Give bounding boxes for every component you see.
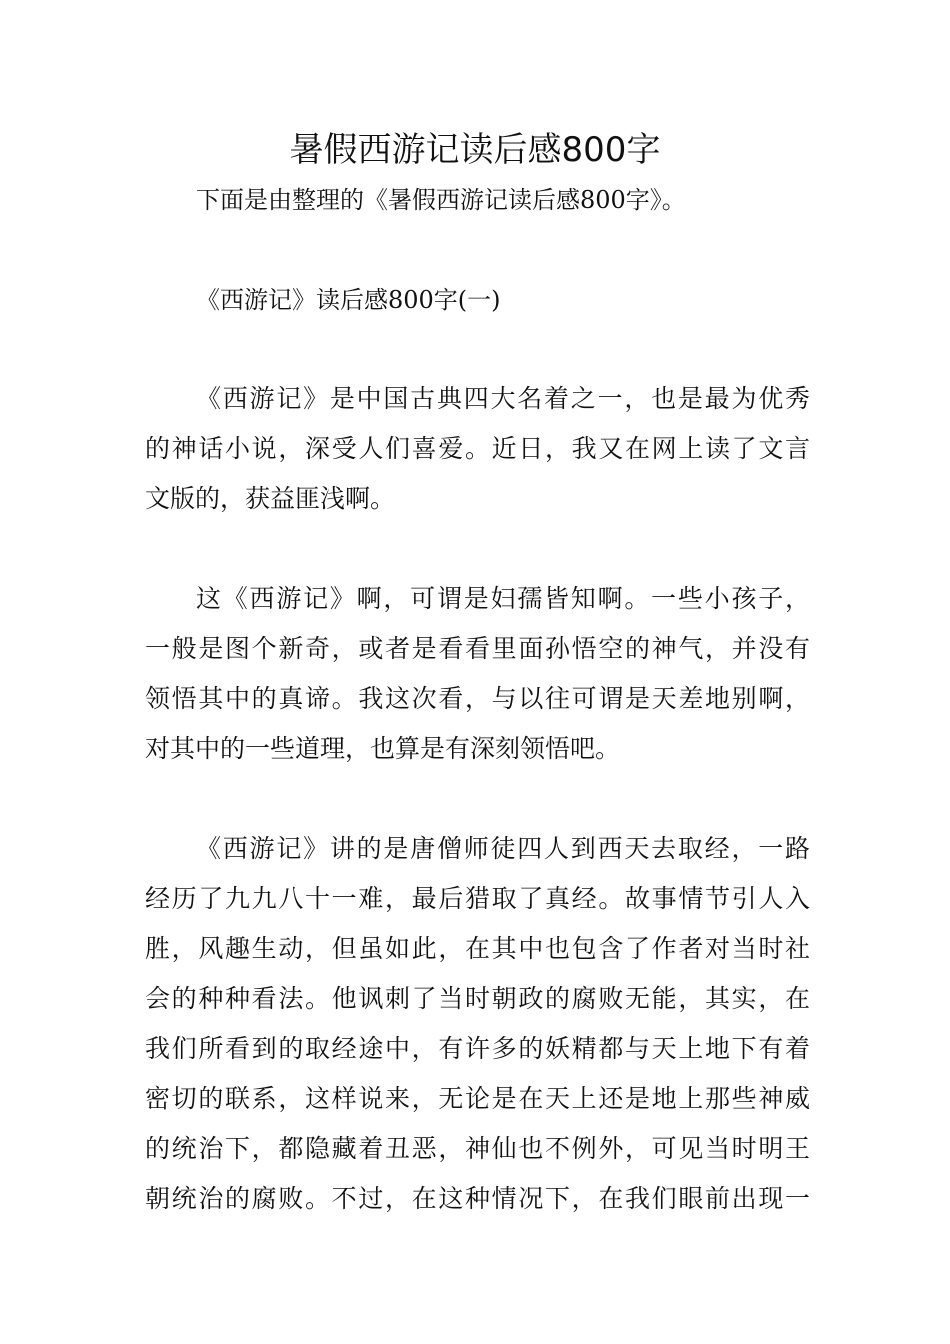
paragraph [145, 374, 810, 524]
paragraph-line: 朝统治的腐败。不过，在这种情况下，在我们眼前出现一 [145, 1184, 810, 1213]
paragraph-line: 的神话小说，深受人们喜爱。近日，我又在网上读了文言 [145, 434, 810, 463]
section-heading: 《西游记》读后感800字(一) [196, 286, 501, 314]
paragraph [145, 574, 810, 774]
intro-line: 下面是由整理的《暑假西游记读后感800字》。 [196, 186, 686, 214]
paragraph-line: 的统治下，都隐藏着丑恶，神仙也不例外，可见当时明王 [145, 1134, 810, 1163]
paragraph-line: 《西游记》讲的是唐僧师徒四人到西天去取经，一路 [196, 834, 810, 863]
paragraph-line: 密切的联系，这样说来，无论是在天上还是地上那些神威 [145, 1084, 810, 1113]
paragraph-line: 我们所看到的取经途中，有许多的妖精都与天上地下有着 [145, 1034, 810, 1063]
paragraph-line: 《西游记》是中国古典四大名着之一，也是最为优秀 [196, 384, 810, 413]
paragraph-line: 领悟其中的真谛。我这次看，与以往可谓是天差地别啊， [145, 684, 810, 713]
paragraph [145, 824, 810, 1224]
paragraph-line: 文版的，获益匪浅啊。 [145, 484, 396, 513]
paragraph-line: 经历了九九八十一难，最后猎取了真经。故事情节引人入 [145, 884, 810, 913]
paragraph-line: 这《西游记》啊，可谓是妇孺皆知啊。一些小孩子， [196, 584, 810, 613]
paragraph-line: 对其中的一些道理，也算是有深刻领悟吧。 [145, 734, 621, 763]
paragraph-line: 一般是图个新奇，或者是看看里面孙悟空的神气，并没有 [145, 634, 810, 663]
paragraph-line: 会的种种看法。他讽刺了当时朝政的腐败无能，其实，在 [145, 984, 810, 1013]
paragraph-line: 胜，风趣生动，但虽如此，在其中也包含了作者对当时社 [145, 934, 810, 963]
document-title: 暑假西游记读后感800字 [289, 130, 661, 170]
